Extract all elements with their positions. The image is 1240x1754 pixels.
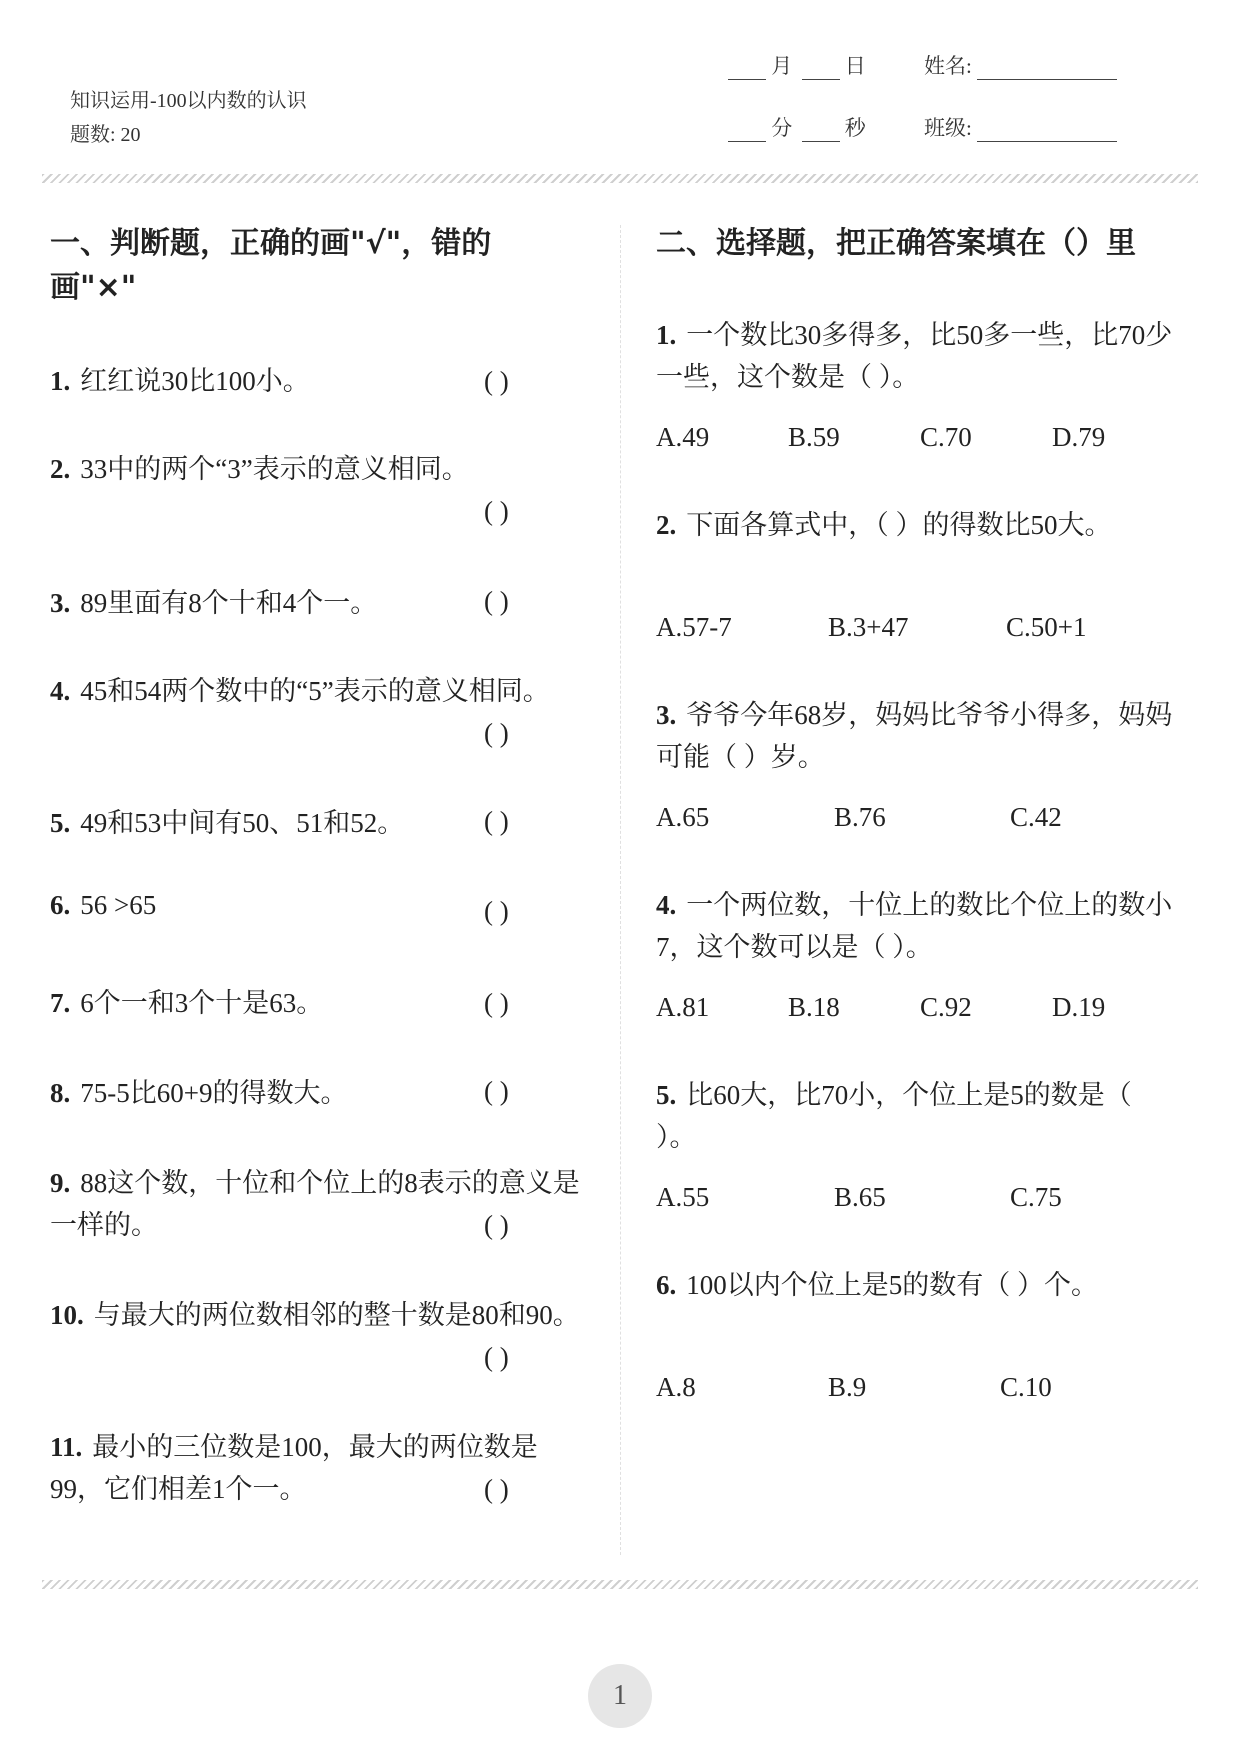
second-label: 秒 xyxy=(844,116,866,140)
question-text: 100以内个位上是5的数有（ ）个。 xyxy=(686,1270,1098,1300)
option-a[interactable]: A.65 xyxy=(656,802,710,832)
choice-question-3 xyxy=(656,694,1176,778)
name-field[interactable] xyxy=(977,57,1117,80)
day-blank[interactable] xyxy=(802,57,840,80)
answer-paren-1[interactable]: ( ) xyxy=(484,366,509,396)
class-label: 班级: xyxy=(924,116,972,140)
second-blank[interactable] xyxy=(802,119,840,142)
question-number: 11. xyxy=(50,1432,83,1462)
section1-title: 一、判断题，正确的画"√"，错的画"×" xyxy=(50,226,492,305)
question-number: 7. xyxy=(50,988,71,1018)
answer-paren-5[interactable]: ( ) xyxy=(484,806,509,836)
option-b[interactable]: B.59 xyxy=(788,422,840,452)
option-d[interactable]: D.19 xyxy=(1052,992,1106,1022)
option-c[interactable]: C.10 xyxy=(1000,1372,1052,1402)
worksheet-info xyxy=(70,84,307,152)
option-b[interactable]: B.65 xyxy=(834,1182,886,1212)
day-label: 日 xyxy=(844,54,866,78)
column-divider xyxy=(620,225,621,1555)
option-c[interactable]: C.75 xyxy=(1010,1182,1062,1212)
judge-question-9 xyxy=(50,1162,590,1246)
judge-question-10 xyxy=(50,1294,590,1336)
question-text: 一个数比30多得多，比50多一些，比70少一些，这个数是（ ）。 xyxy=(656,320,1173,392)
question-number: 3. xyxy=(50,588,71,618)
footer-divider xyxy=(42,1580,1198,1589)
answer-paren-10[interactable]: ( ) xyxy=(484,1342,509,1372)
question-number: 1. xyxy=(50,366,71,396)
question-number: 4. xyxy=(50,676,71,706)
option-b[interactable]: B.3+47 xyxy=(828,612,909,642)
option-c[interactable]: C.50+1 xyxy=(1006,612,1087,642)
class-field[interactable] xyxy=(977,119,1117,142)
option-a[interactable]: A.57-7 xyxy=(656,612,732,642)
minute-label: 分 xyxy=(771,116,793,140)
question-text: 49和53中间有50、51和52。 xyxy=(80,808,405,838)
choice-question-5 xyxy=(656,1074,1176,1158)
question-text: 6个一和3个十是63。 xyxy=(80,988,324,1018)
judge-question-2 xyxy=(50,448,580,490)
option-a[interactable]: A.81 xyxy=(656,992,710,1022)
answer-paren-8[interactable]: ( ) xyxy=(484,1076,509,1106)
judge-question-4 xyxy=(50,670,570,712)
name-label: 姓名: xyxy=(924,54,972,78)
question-text: 89里面有8个十和4个一。 xyxy=(80,588,378,618)
month-blank[interactable] xyxy=(728,57,766,80)
question-text: 下面各算式中，（ ）的得数比50大。 xyxy=(686,510,1112,540)
question-number: 3. xyxy=(656,700,677,730)
question-text: 红红说30比100小。 xyxy=(80,366,310,396)
question-number: 10. xyxy=(50,1300,84,1330)
option-a[interactable]: A.49 xyxy=(656,422,710,452)
section2-title: 二、选择题，把正确答案填在（）里 xyxy=(656,226,1136,261)
question-text: 45和54两个数中的“5”表示的意义相同。 xyxy=(80,676,550,706)
answer-paren-3[interactable]: ( ) xyxy=(484,586,509,616)
question-number: 6. xyxy=(656,1270,677,1300)
choice-question-2 xyxy=(656,504,1176,546)
question-number: 5. xyxy=(656,1080,677,1110)
month-label: 月 xyxy=(771,54,793,78)
answer-paren-11[interactable]: ( ) xyxy=(484,1474,509,1504)
question-text: 爷爷今年68岁，妈妈比爷爷小得多，妈妈可能（ ）岁。 xyxy=(656,700,1173,772)
time-row xyxy=(728,112,866,142)
question-number: 2. xyxy=(656,510,677,540)
minute-blank[interactable] xyxy=(728,119,766,142)
option-b[interactable]: B.76 xyxy=(834,802,886,832)
question-text: 与最大的两位数相邻的整十数是80和90。 xyxy=(93,1300,580,1330)
question-number: 8. xyxy=(50,1078,71,1108)
option-a[interactable]: A.8 xyxy=(656,1372,696,1402)
class-row xyxy=(924,112,1117,142)
question-text: 比60大，比70小，个位上是5的数是（ ）。 xyxy=(656,1080,1132,1152)
option-a[interactable]: A.55 xyxy=(656,1182,710,1212)
question-text: 56 >65 xyxy=(80,890,157,920)
worksheet-subject: 知识运用-100以内数的认识 xyxy=(70,90,307,112)
question-count: 题数: 20 xyxy=(70,124,141,146)
option-b[interactable]: B.9 xyxy=(828,1372,867,1402)
answer-paren-7[interactable]: ( ) xyxy=(484,988,509,1018)
option-d[interactable]: D.79 xyxy=(1052,422,1106,452)
question-number: 5. xyxy=(50,808,71,838)
question-number: 6. xyxy=(50,890,71,920)
choice-question-4 xyxy=(656,884,1176,968)
choice-question-1 xyxy=(656,314,1176,398)
option-c[interactable]: C.70 xyxy=(920,422,972,452)
question-number: 1. xyxy=(656,320,677,350)
answer-paren-2[interactable]: ( ) xyxy=(484,496,509,526)
question-number: 4. xyxy=(656,890,677,920)
question-text: 一个两位数，十位上的数比个位上的数小7，这个数可以是（ ）。 xyxy=(656,890,1173,962)
name-row xyxy=(924,50,1117,80)
question-text: 88这个数，十位和个位上的8表示的意义是一样的。 xyxy=(50,1168,580,1240)
question-number: 9. xyxy=(50,1168,71,1198)
answer-paren-6[interactable]: ( ) xyxy=(484,896,509,926)
option-c[interactable]: C.42 xyxy=(1010,802,1062,832)
page-number: 1 xyxy=(588,1664,652,1728)
header-divider xyxy=(42,174,1198,183)
question-text: 最小的三位数是100，最大的两位数是99，它们相差1个一。 xyxy=(50,1432,538,1504)
option-c[interactable]: C.92 xyxy=(920,992,972,1022)
question-text: 75-5比60+9的得数大。 xyxy=(80,1078,348,1108)
choice-question-6 xyxy=(656,1264,1156,1306)
answer-paren-4[interactable]: ( ) xyxy=(484,718,509,748)
date-row xyxy=(728,50,866,80)
question-text: 33中的两个“3”表示的意义相同。 xyxy=(80,454,469,484)
answer-paren-9[interactable]: ( ) xyxy=(484,1210,509,1240)
question-number: 2. xyxy=(50,454,71,484)
option-b[interactable]: B.18 xyxy=(788,992,840,1022)
